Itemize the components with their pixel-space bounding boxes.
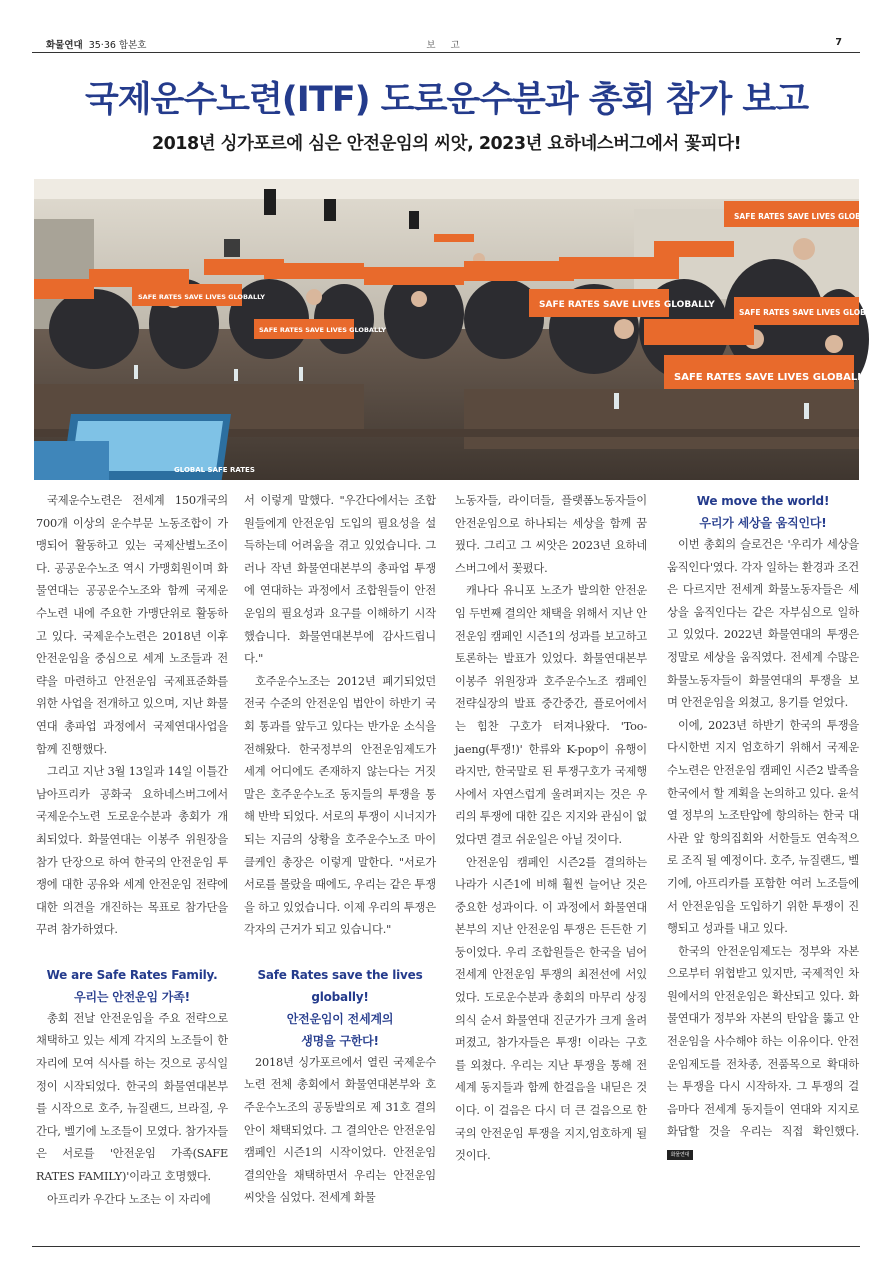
- paragraph: 2018년 싱가포르에서 열린 국제운수노련 전체 총회에서 화물연대본부와 호주운수노조의 공동발의로 제 31호 결의안이 채택되었다. 그 결의안은 안전운임 캠페인 시즌1의 시작이었다. 안전운임 결의안을 채택하면서 우리는 안전운임 씨앗을 심었다. 전세계 화물: [244, 1055, 436, 1205]
- section-heading-ko: 우리는 안전운임 가족!: [74, 989, 190, 1004]
- paragraph: 총회 전날 안전운임을 주요 전략으로 채택하고 있는 세계 각지의 노조들이 한자리에 모여 식사를 하는 것으로 공식일정이 시작되었다. 한국의 화물연대본부를 시작으로 호주, 뉴질랜드, 브라질, 우간다, 벨기에 노조들이 모였다. 참가자들은 서로를 '안전운임 가족(SAFE RATES FAMILY)'이라고 호명했다.: [36, 1011, 228, 1184]
- section-heading-ko: 안전운임이 전세계의: [286, 1011, 394, 1026]
- paragraph-text: 한국의 안전운임제도는 정부와 자본으로부터 위협받고 있지만, 국제적인 차원에서의 안전운임은 확산되고 있다. 화물연대가 정부와 자본의 탄압을 뚫고 안전운임을 사수해야 하는 이유이다. 안전운임제도를 전차종, 전품목으로 확대하는 투쟁을 다시 시작하자. 그 투쟁의 걸음마다 전세계 동지들이 연대와 지지로 화답할 것을 우리는 직접 확인했다.: [667, 944, 859, 1139]
- paragraph: 서 이렇게 말했다. "우간다에서는 조합원들에게 안전운임 도입의 필요성을 설득하는데 어려움을 겪고 있었습니다. 그러나 작년 화물연대본부의 총파업 투쟁에 연대하는 과정에서 조합원들이 안전운임의 필요성과 요구를 이해하기 시작했습니다. 화물연대본부에 감사드립니다.": [244, 494, 436, 666]
- column-2: [244, 490, 436, 1210]
- column-4: [667, 490, 859, 1167]
- paragraph: 그리고 지난 3월 13일과 14일 이틀간 남아프리카 공화국 요하네스버그에서 국제운수노련 도로운수분과 총회가 개최되었다. 화물연대는 이봉주 위원장을 참가 단장으로 하여 한국의 안전운임 투쟁에 대한 공유와 세계 안전운임 전략에 대한 의견을 개진하는 목표로 참가단을 꾸려 참가하였다.: [36, 765, 228, 937]
- header-rule: [32, 52, 860, 53]
- footer-rule: [32, 1246, 860, 1247]
- conference-photo: [34, 179, 886, 480]
- paragraph: 안전운임 캠페인 시즌2를 결의하는 나라가 시즌1에 비해 훨씬 늘어난 것은 중요한 성과이다. 이 과정에서 화물연대본부의 지난 안전운임 투쟁은 든든한 기둥이었다. 우리 조합원들은 한국을 넘어 전세계 안전운임 투쟁의 최전선에 서있었다. 도로운수분과 총회의 마무리 상징의식 순서 화물연대 진군가가 크게 울려퍼졌고, 참가자들은 투쟁! 이라는 구호를 외쳤다. 우리는 지난 투쟁을 통해 전세계 동지들과 함께 한걸음을 내딛은 것이다. 이 걸음은 다시 더 큰 걸음으로 한국의 안전운임 투쟁을 지지,엄호하게 될 것이다.: [455, 855, 647, 1163]
- header-section: 보 고: [426, 40, 466, 51]
- end-mark-logo: 화물연대: [667, 1150, 693, 1160]
- banner-text: SAFE RATES SAVE LIVES GLOBALLY: [259, 326, 386, 334]
- article-subtitle: 2018년 싱가포르에 심은 안전운임의 씨앗, 2023년 요하네스버그에서 꽃피다!: [151, 134, 742, 154]
- section-heading-ko: 생명을 구한다!: [301, 1033, 379, 1048]
- paragraph: 노동자들, 라이더들, 플랫폼노동자들이 안전운임으로 하나되는 세상을 함께 꿈꿨다. 그리고 그 씨앗은 2023년 요하네스버그에서 꽃폈다.: [455, 494, 647, 575]
- column-1: [36, 490, 228, 1211]
- banner-text: SAFE RATES SAVE LIVES GLOBALLY: [674, 372, 870, 383]
- section-heading-en: globally!: [311, 989, 369, 1004]
- column-3: [455, 490, 647, 1168]
- paragraph: 아프리카 우간다 노조는 이 자리에: [47, 1192, 211, 1206]
- header-publication: 화물연대 35·36 합본호: [46, 40, 147, 51]
- article-title: 국제운수노련(ITF) 도로운수분과 총회 참가 보고: [84, 80, 809, 120]
- paragraph: 이번 총회의 슬로건은 '우리가 세상을 움직인다'였다. 각자 일하는 환경과 조건은 다르지만 전세계 화물노동자들은 세상을 움직인다는 같은 자부심으로 일하고 있었다. 2022년 화물연대의 투쟁은 정말로 세상을 움직였다. 전세계 수많은 화물노동자들이 화물연대의 투쟁을 보며 안전운임을 외쳤고, 용기를 얻었다.: [667, 538, 859, 710]
- banner-text: SAFE RATES SAVE LIVES GLOBALLY: [539, 300, 715, 310]
- paragraph: 이에, 2023년 하반기 한국의 투쟁을 다시한번 지지 엄호하기 위해서 국제운수노련은 안전운임 캠페인 시즌2 발족을 한국에서 할 계획을 논의하고 있다. 윤석열 정부의 노조탄압에 항의하는 한국 대사관 앞 항의집회와 서한들도 연속적으로 조직 될 예정이다. 호주, 뉴질랜드, 벨기에, 아프리카를 포함한 여러 노조들에서 안전운임을 도입하기 위한 투쟁이 진행되고 성과를 내고 있다.: [667, 718, 859, 936]
- paragraph: 호주운수노조는 2012년 폐기되었던 전국 수준의 안전운임 법안이 하반기 국회 통과를 앞두고 있다는 반가운 소식을 전해왔다. 한국정부의 안전운임제도가 세계 어디에도 존재하지 않는다는 거짓말은 호주운수노조 동지들의 투쟁을 통해 반박 되었다. 서로의 투쟁이 시너지가 되는 지금의 상황을 호주운수노조 마이클케인 총장은 이렇게 말한다. "서로가 서로를 몰랐을 때에도, 우리는 같은 투쟁을 하고 있었습니다. 이제 우리의 투쟁은 각자의 근거가 되고 있습니다.": [244, 674, 436, 937]
- banner-text: SAFE RATES SAVE LIVES GLOBALLY: [739, 308, 886, 317]
- paragraph: 국제운수노련은 전세계 150개국의 700개 이상의 운수부문 노동조합이 가맹되어 활동하고 있는 국제산별노조이다. 공공운수노조 역시 가맹회원이며 화물연대는 공공운수노조와 함께 국제운수노련 내에 주요한 가맹단위로 활동하고 있다. 국제운수노련은 2018년 이후 안전운임을 중심으로 세계 노조들과 전략을 마련하고 안전운임 국제표준화를 위한 사업을 전개하고 있으며, 지난 화물연대 총파업 과정에서 국제연대사업을 함께 진행했다.: [36, 494, 228, 756]
- page-header: [32, 34, 860, 52]
- section-heading-ko: 우리가 세상을 움직인다!: [699, 516, 827, 530]
- conference-photo-illustration: [34, 179, 886, 480]
- page-number: 7: [835, 37, 842, 48]
- section-heading-en: We move the world!: [696, 494, 830, 508]
- section-heading-en: Safe Rates save the lives: [257, 967, 423, 982]
- header-issue: 35·36 합본호: [88, 40, 147, 51]
- paragraph: 캐나다 유니포 노조가 발의한 안전운임 두번째 결의안 채택을 위해서 지난 안전운임 캠페인 시즌1의 성과를 보고하고 토론하는 발표가 있었다. 화물연대본부 이봉주 위원장과 호주운수노조 캠페인 전략실장의 발표 중간중간, 플로어에서는 힘찬 구호가 터져나왔다. 'Too-jaeng(투쟁!)' 한류와 K-pop이 유행이라지만, 한국말로 된 투쟁구호가 국제행사에서 자연스럽게 울려퍼지는 것은 우리의 투쟁에 대한 깊은 지지와 관심이 없었다면 결코 쉬운일은 아닐 것이다.: [455, 584, 647, 846]
- paragraph: [667, 941, 859, 1167]
- section-heading-en: We are Safe Rates Family.: [46, 967, 218, 982]
- screen-text: GLOBAL SAFE RATES: [174, 466, 255, 474]
- banner-text: SAFE RATES SAVE LIVES GLOBALLY: [138, 293, 265, 301]
- banner-text: SAFE RATES SAVE LIVES GLOBALLY: [734, 212, 881, 221]
